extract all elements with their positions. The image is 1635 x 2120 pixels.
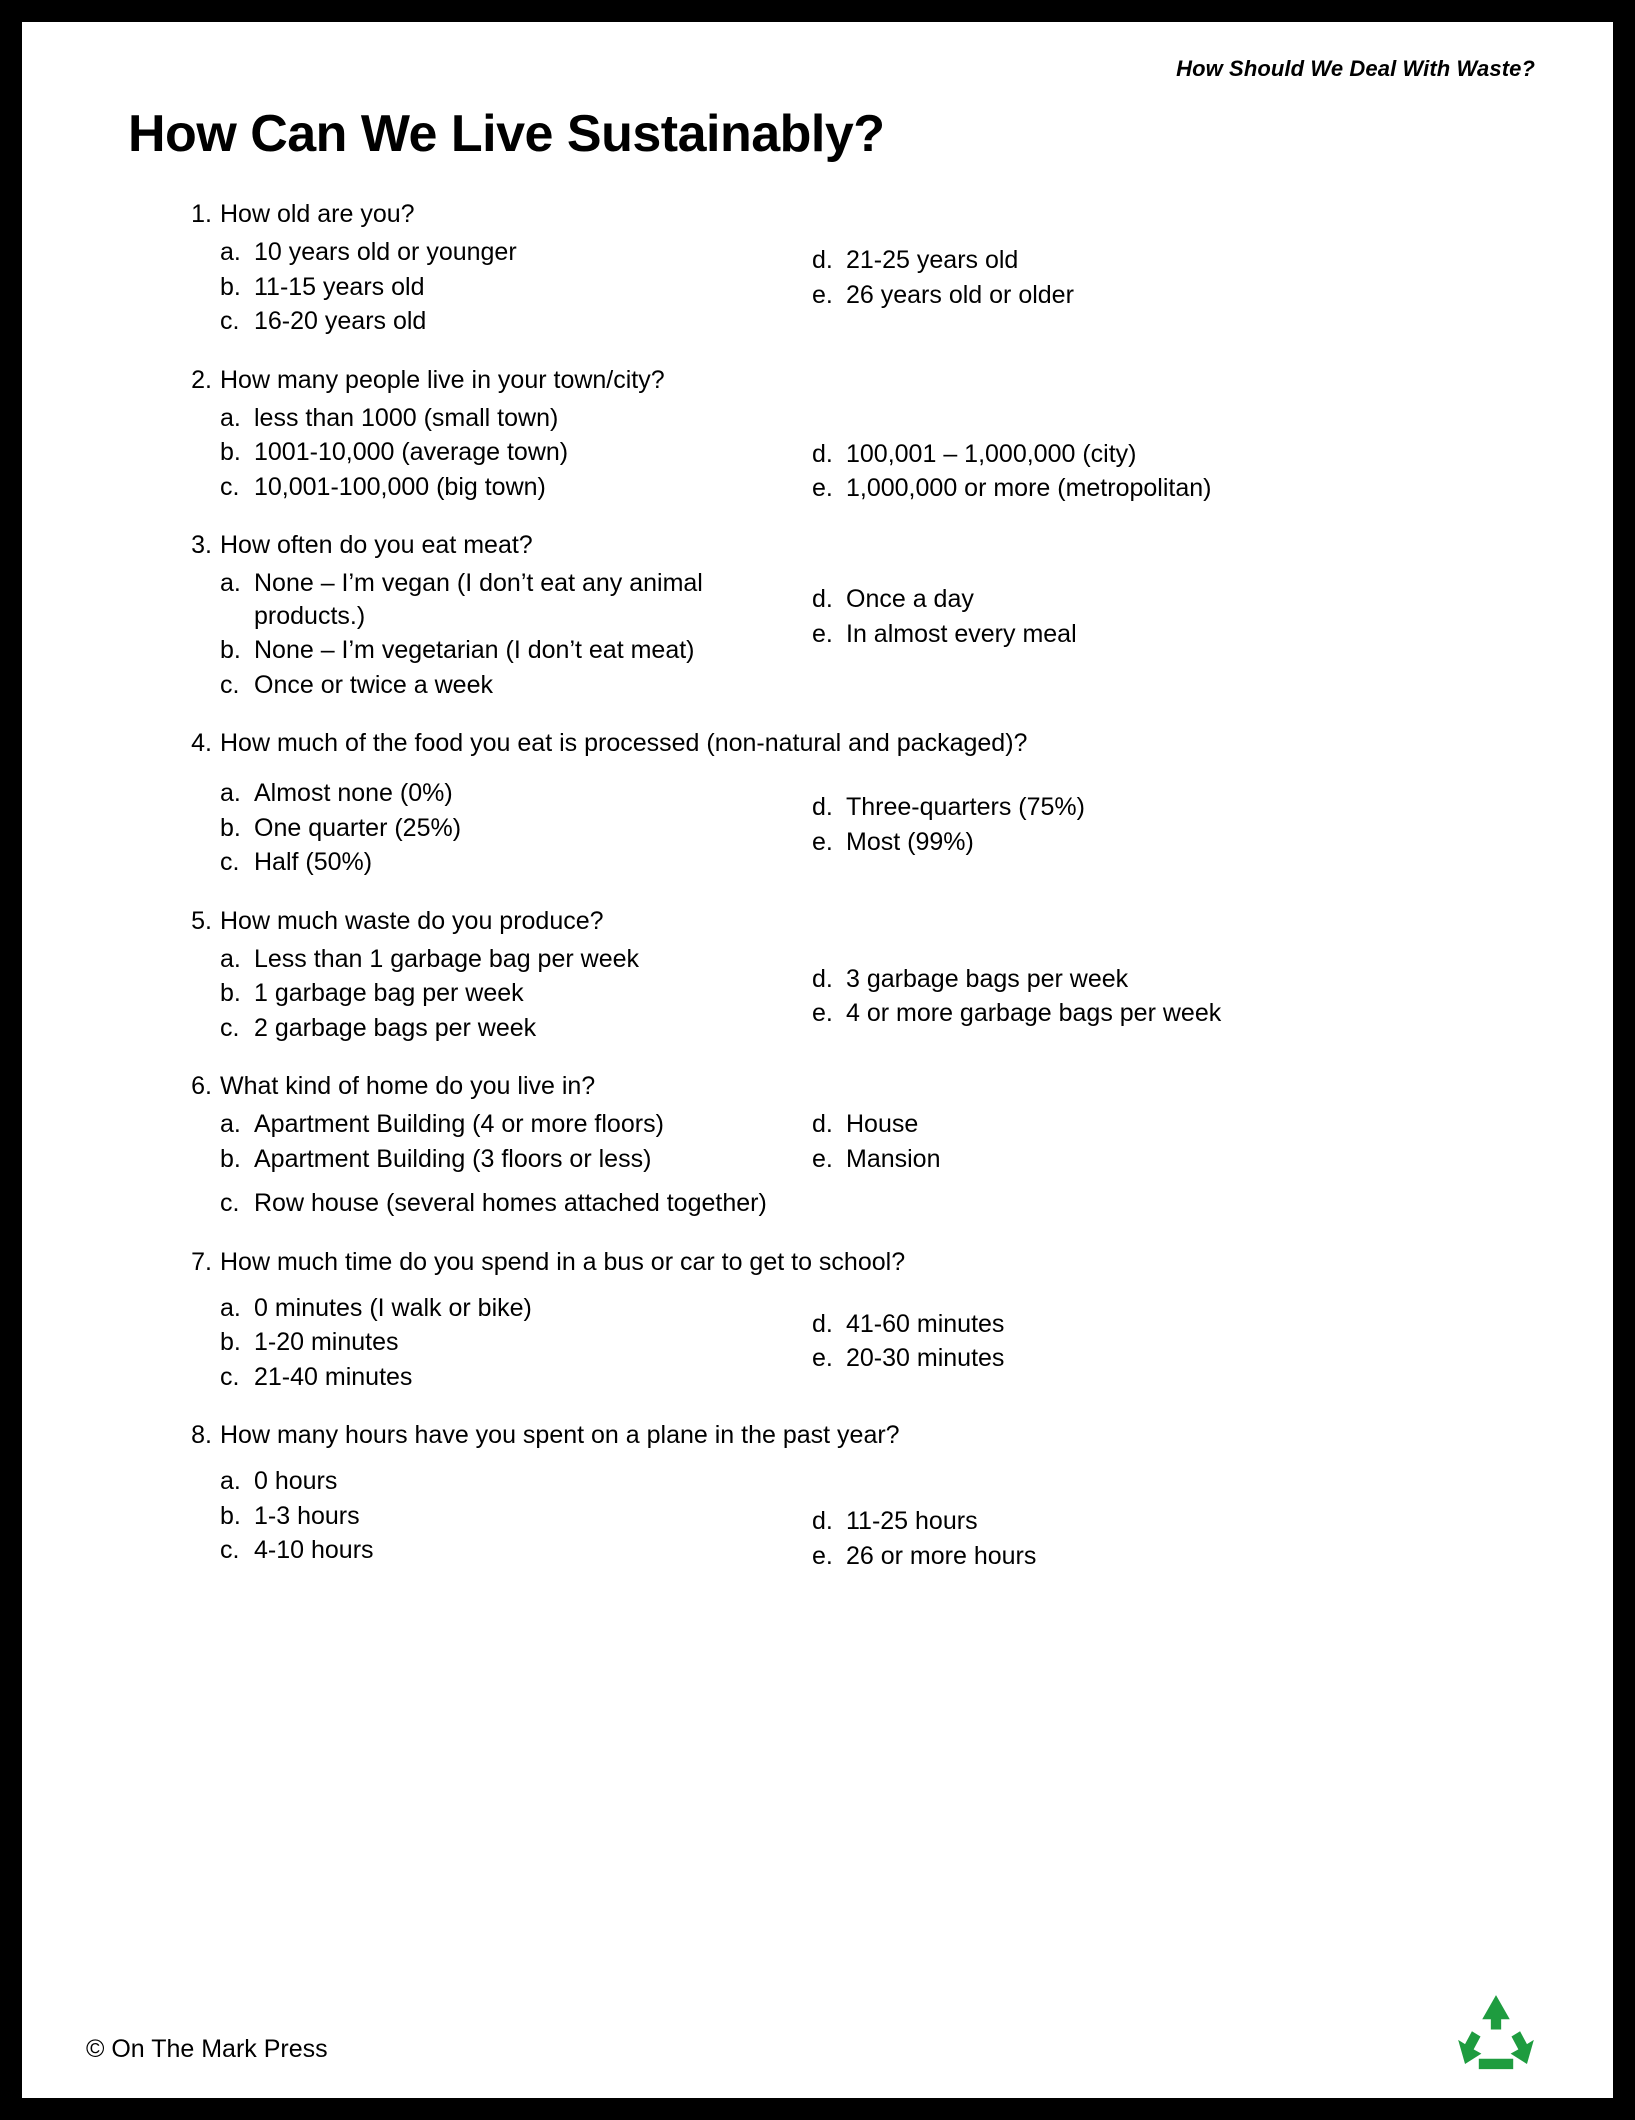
option-item[interactable] <box>220 977 792 1010</box>
options-column-left <box>172 1292 792 1394</box>
option-text: 0 minutes (I walk or bike) <box>254 1293 532 1322</box>
option-item[interactable] <box>220 1108 792 1141</box>
options <box>172 236 1549 338</box>
option-item[interactable] <box>220 943 792 976</box>
option-letter: b. <box>220 979 241 1007</box>
running-head: How Should We Deal With Waste? <box>1176 56 1535 81</box>
option-letter: b. <box>220 813 241 842</box>
option-text: Half (50%) <box>254 848 373 876</box>
question-text-wrapper <box>172 1246 1549 1278</box>
option-letter: c. <box>220 307 240 335</box>
option-item[interactable] <box>220 1292 792 1325</box>
option-letter: a. <box>220 1467 241 1495</box>
option-text: 26 years old or older <box>846 280 1074 309</box>
question-item <box>172 198 1549 338</box>
option-item[interactable] <box>220 305 792 338</box>
option-text: Apartment Building (4 or more floors) <box>254 1110 664 1138</box>
option-letter: d. <box>812 246 833 274</box>
option-text: In almost every meal <box>846 619 1077 648</box>
options-column-right <box>812 791 1452 860</box>
option-letter: a. <box>220 1110 241 1138</box>
question-text: How many hours have you spent on a plane in the past year? <box>220 1421 900 1449</box>
options-column-left <box>172 402 792 504</box>
option-item[interactable] <box>220 777 792 810</box>
option-item[interactable] <box>812 618 1452 651</box>
options-column-left <box>172 236 792 338</box>
option-text: 1001-10,000 (average town) <box>254 438 569 466</box>
question-text-wrapper <box>172 1419 1549 1451</box>
option-item[interactable] <box>220 402 792 435</box>
option-letter: c. <box>220 472 240 501</box>
question-item <box>172 1246 1549 1394</box>
option-letter: e. <box>812 999 833 1027</box>
question-text: How many people live in your town/city? <box>220 365 665 394</box>
option-item[interactable] <box>812 244 1452 277</box>
option-text: 3 garbage bags per week <box>846 964 1129 993</box>
option-letter: c. <box>220 1536 240 1564</box>
option-item[interactable] <box>220 1012 792 1045</box>
options-column-left <box>172 943 792 1045</box>
option-text: less than 1000 (small town) <box>254 403 559 432</box>
option-letter: c. <box>220 848 240 876</box>
options-column-left <box>172 777 792 879</box>
option-text: 1,000,000 or more (metropolitan) <box>846 474 1212 502</box>
option-letter: e. <box>812 474 833 502</box>
option-item[interactable] <box>220 1500 792 1533</box>
option-item[interactable] <box>812 826 1452 859</box>
question-item <box>172 1070 1549 1220</box>
question-text: What kind of home do you live in? <box>220 1072 596 1100</box>
question-number: 4. <box>191 729 212 757</box>
option-item[interactable] <box>220 471 792 504</box>
options <box>172 777 1549 879</box>
question-text: How much of the food you eat is processed (non-natural and packaged)? <box>220 729 1028 757</box>
option-item[interactable] <box>812 472 1452 505</box>
option-text: One quarter (25%) <box>254 813 462 842</box>
option-item[interactable] <box>220 812 792 845</box>
options <box>172 567 1549 701</box>
option-letter: a. <box>220 238 241 266</box>
option-letter: e. <box>812 1344 833 1372</box>
options-column-right <box>812 1108 1452 1177</box>
option-letter: e. <box>812 827 833 856</box>
copyright-notice: © On The Mark Press <box>86 2035 328 2063</box>
option-letter: a. <box>220 944 241 973</box>
option-letter: c. <box>220 670 240 699</box>
option-item[interactable] <box>220 1187 792 1220</box>
question-text-wrapper <box>172 1070 1549 1102</box>
question-text-wrapper <box>172 198 1549 230</box>
options-column-left <box>172 1465 792 1567</box>
option-letter: a. <box>220 779 241 807</box>
option-item[interactable] <box>812 1540 1452 1573</box>
option-letter: b. <box>220 636 241 664</box>
options-column-left <box>172 567 792 701</box>
option-text: 41-60 minutes <box>846 1309 1005 1338</box>
option-text: 20-30 minutes <box>846 1344 1005 1372</box>
option-text: Most (99%) <box>846 827 974 856</box>
option-letter: e. <box>812 280 833 309</box>
option-item[interactable] <box>812 1308 1452 1341</box>
option-letter: e. <box>812 1144 833 1173</box>
option-text: 21-40 minutes <box>254 1362 413 1391</box>
option-letter: c. <box>220 1362 240 1391</box>
option-text: 11-25 hours <box>846 1507 978 1535</box>
options-column-right <box>812 438 1452 507</box>
option-text: Almost none (0%) <box>254 779 453 807</box>
option-text: 1 garbage bag per week <box>254 979 524 1007</box>
option-letter: c. <box>220 1189 240 1217</box>
option-letter: d. <box>812 585 833 613</box>
question-number: 3. <box>191 531 212 559</box>
options-column-right <box>812 244 1452 313</box>
options <box>172 402 1549 504</box>
question-text: How much time do you spend in a bus or car to get to school? <box>220 1247 906 1276</box>
option-text: Once or twice a week <box>254 670 493 699</box>
option-item[interactable] <box>220 1326 792 1359</box>
question-item <box>172 905 1549 1045</box>
options <box>172 943 1549 1045</box>
question-text: How often do you eat meat? <box>220 531 533 559</box>
option-item[interactable] <box>812 438 1452 471</box>
option-item[interactable] <box>812 583 1452 616</box>
option-text: House <box>846 1110 919 1138</box>
option-text: 26 or more hours <box>846 1541 1037 1570</box>
option-text: Apartment Building (3 floors or less) <box>254 1144 652 1173</box>
options <box>172 1292 1549 1394</box>
option-text: 10,001-100,000 (big town) <box>254 472 546 501</box>
option-item[interactable] <box>812 997 1452 1030</box>
question-number: 7. <box>191 1247 212 1276</box>
option-item[interactable] <box>812 1108 1452 1141</box>
option-item[interactable] <box>220 669 792 702</box>
option-text: 21-25 years old <box>846 246 1019 274</box>
option-item[interactable] <box>220 846 792 879</box>
question-item <box>172 1419 1549 1570</box>
option-item[interactable] <box>812 791 1452 824</box>
option-item[interactable] <box>220 634 792 667</box>
option-letter: a. <box>220 1293 241 1322</box>
option-letter: b. <box>220 1144 241 1173</box>
option-text: None – I’m vegan (I don’t eat any animal products.) <box>254 569 703 630</box>
option-letter: b. <box>220 438 241 466</box>
question-text: How old are you? <box>220 200 415 228</box>
option-text: Less than 1 garbage bag per week <box>254 944 639 973</box>
option-item[interactable] <box>220 1143 792 1176</box>
question-text-wrapper <box>172 727 1549 759</box>
question-number: 5. <box>191 906 212 935</box>
option-text: Row house (several homes attached together) <box>254 1189 767 1217</box>
worksheet-sheet <box>22 22 1613 2098</box>
question-text-wrapper <box>172 364 1549 396</box>
option-item[interactable] <box>812 963 1452 996</box>
option-letter: d. <box>812 1309 833 1338</box>
question-number: 1. <box>191 200 212 228</box>
option-text: 100,001 – 1,000,000 (city) <box>846 439 1137 468</box>
option-letter: c. <box>220 1013 240 1042</box>
option-letter: e. <box>812 1541 833 1570</box>
option-item[interactable] <box>220 567 792 632</box>
option-letter: b. <box>220 1501 241 1530</box>
option-text: Three-quarters (75%) <box>846 793 1085 821</box>
option-item[interactable] <box>220 1361 792 1394</box>
option-text: 1-20 minutes <box>254 1328 399 1356</box>
question-number: 8. <box>191 1421 212 1449</box>
option-letter: a. <box>220 569 241 597</box>
options-column-right <box>812 1505 1452 1574</box>
question-text: How much waste do you produce? <box>220 906 604 935</box>
option-text: 0 hours <box>254 1467 338 1495</box>
option-letter: b. <box>220 1328 241 1356</box>
option-item[interactable] <box>812 1505 1452 1538</box>
option-item[interactable] <box>220 236 792 269</box>
option-item[interactable] <box>812 1342 1452 1375</box>
options <box>172 1465 1549 1570</box>
question-text-wrapper <box>172 905 1549 937</box>
options-column-right <box>812 1308 1452 1377</box>
option-text: 4-10 hours <box>254 1536 374 1564</box>
option-letter: b. <box>220 272 241 301</box>
option-item[interactable] <box>220 271 792 304</box>
option-item[interactable] <box>220 1534 792 1567</box>
question-text-wrapper <box>172 529 1549 561</box>
option-text: None – I’m vegetarian (I don’t eat meat) <box>254 636 695 664</box>
question-number: 6. <box>191 1072 212 1100</box>
option-text: 11-15 years old <box>254 272 425 301</box>
options <box>172 1108 1549 1220</box>
option-text: 10 years old or younger <box>254 238 517 266</box>
page-title: How Can We Live Sustainably? <box>128 105 885 163</box>
option-item[interactable] <box>812 1143 1452 1176</box>
recycle-icon <box>1453 1990 1539 2076</box>
option-letter: e. <box>812 619 833 648</box>
option-text: 16-20 years old <box>254 307 427 335</box>
question-number: 2. <box>191 365 212 394</box>
option-text: 2 garbage bags per week <box>254 1013 537 1042</box>
option-text: 1-3 hours <box>254 1501 360 1530</box>
option-item[interactable] <box>812 279 1452 312</box>
question-item <box>172 529 1549 701</box>
option-letter: d. <box>812 439 833 468</box>
option-text: Mansion <box>846 1144 941 1173</box>
question-item <box>172 364 1549 504</box>
option-letter: d. <box>812 964 833 993</box>
option-letter: d. <box>812 793 833 821</box>
question-item <box>172 727 1549 879</box>
option-text: 4 or more garbage bags per week <box>846 999 1222 1027</box>
question-list <box>86 198 1549 1570</box>
option-letter: a. <box>220 403 241 432</box>
options-column-left <box>172 1108 792 1220</box>
option-letter: d. <box>812 1110 833 1138</box>
options-column-right <box>812 963 1452 1032</box>
option-item[interactable] <box>220 436 792 469</box>
option-item[interactable] <box>220 1465 792 1498</box>
option-letter: d. <box>812 1507 833 1535</box>
options-column-right <box>812 583 1452 652</box>
option-text: Once a day <box>846 585 974 613</box>
